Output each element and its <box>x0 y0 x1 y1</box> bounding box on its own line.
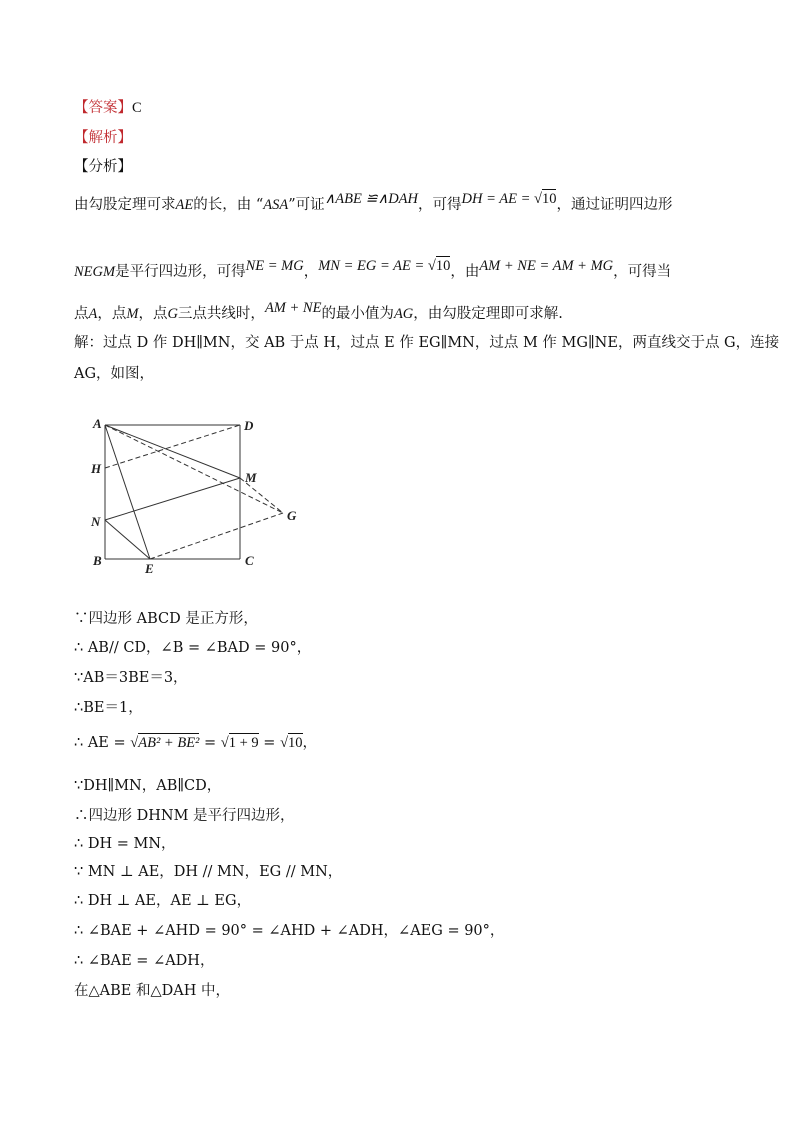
proof-line-8: ∴ DH = MN， <box>74 836 176 852</box>
label-N: N <box>91 514 101 529</box>
geometry-figure <box>85 410 315 580</box>
proof-line-4: ∴BE＝1， <box>74 700 143 716</box>
analysis-label: 【解析】 <box>74 130 132 146</box>
label-B: B <box>93 553 102 568</box>
answer-line <box>74 98 142 118</box>
label-D: D <box>244 418 254 433</box>
proof-line-7: ∴四边形 DHNM 是平行四边形， <box>74 808 295 824</box>
label-G: G <box>287 508 297 523</box>
proof-line-2: ∴ AB// CD，∠B = ∠BAD = 90°， <box>74 640 312 656</box>
fenxi-label: 【分析】 <box>74 159 132 175</box>
label-A: A <box>93 416 102 431</box>
label-M: M <box>245 470 257 485</box>
proof-line-13: 在△ABE 和△DAH 中， <box>74 983 230 999</box>
proof-line-10: ∴ DH ⊥ AE，AE ⊥ EG， <box>74 893 252 909</box>
segment-AM <box>105 425 240 478</box>
answer-value: C <box>132 100 142 116</box>
proof-line-5: ∴ AE = √AB² + BE² = √1 + 9 = √10， <box>74 735 318 751</box>
paragraph-2: NEGM是平行四边形，可得NE = MG，MN = EG = AE = √10，由AM + NE = AM + MG，可得当 <box>74 258 672 280</box>
label-C: C <box>245 553 254 568</box>
label-H: H <box>91 461 102 476</box>
segment-HD <box>105 425 240 468</box>
proof-line-3: ∵AB＝3BE＝3， <box>74 670 188 686</box>
proof-line-12: ∴ ∠BAE = ∠ADH， <box>74 953 215 969</box>
segment-AG <box>105 425 283 513</box>
paragraph-5: AG，如图， <box>74 366 155 382</box>
label-E: E <box>145 561 154 576</box>
segment-EG <box>150 513 283 559</box>
proof-line-9: ∵ MN ⊥ AE，DH // MN，EG // MN， <box>74 864 343 880</box>
answer-label: 【答案】 <box>74 100 132 116</box>
paragraph-1: 由勾股定理可求AE的长，由 “ASA”可证∧ABE ≌∧DAH，可得DH = AE = √10，通过证明四边形 <box>74 191 673 213</box>
paragraph-4: 解：过点 D 作 DH∥MN，交 AB 于点 H，过点 E 作 EG∥MN，过点 M 作 MG∥NE，两直线交于点 G，连接 <box>74 335 780 351</box>
paragraph-3: 点A，点M，点G三点共线时，AM + NE的最小值为AG，由勾股定理即可求解. <box>74 300 563 322</box>
proof-line-1: ∵四边形 ABCD 是正方形， <box>74 611 258 627</box>
proof-line-11: ∴ ∠BAE + ∠AHD = 90° = ∠AHD + ∠ADH，∠AEG = 90°， <box>74 923 505 939</box>
proof-line-6: ∵DH∥MN，AB∥CD， <box>74 778 222 794</box>
